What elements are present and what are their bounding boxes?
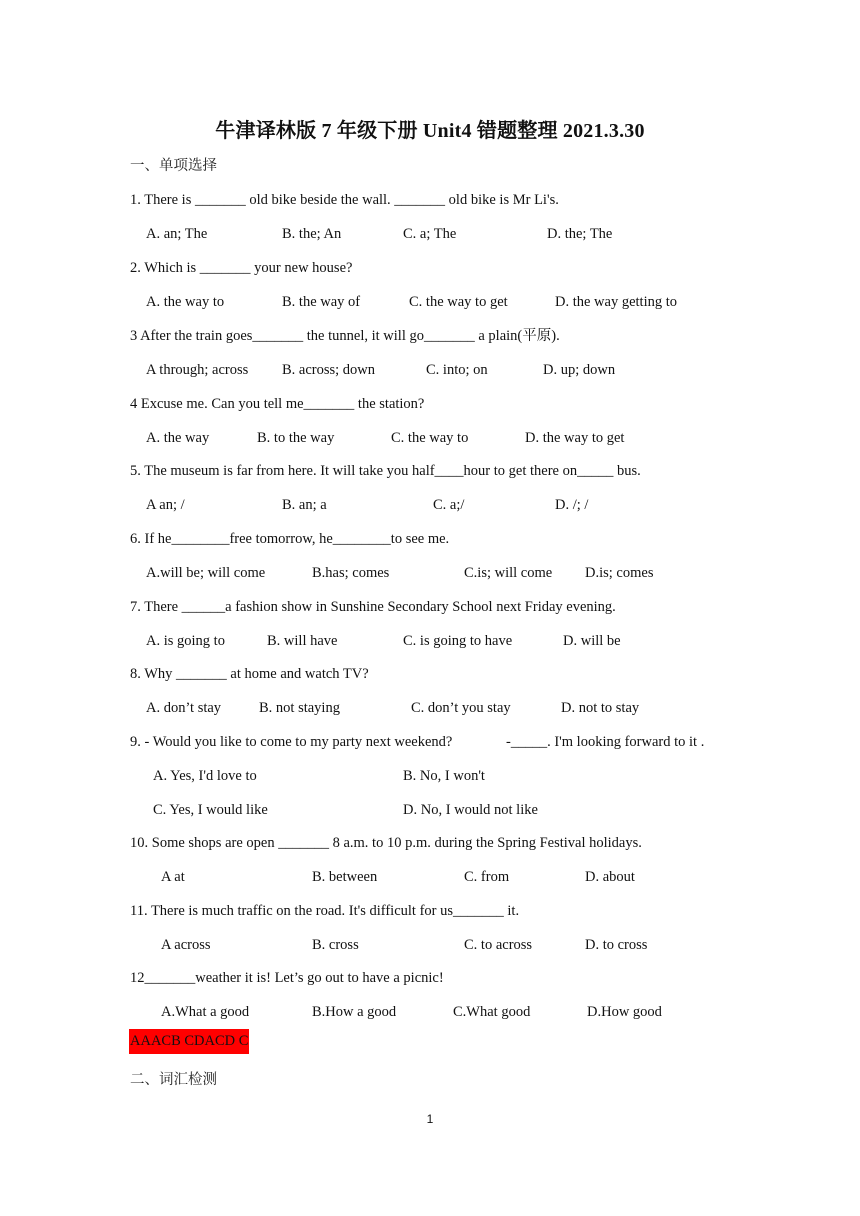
question-2-option-b: B. the way of [282,294,361,310]
question-8-option-a: A. don’t stay [146,700,222,716]
question-10-option-b: B. between [312,869,378,885]
question-9-option-b: B. No, I won't [403,768,485,784]
question-1-option-d: D. the; The [547,226,613,242]
question-7-option-d: D. will be [563,633,621,649]
question-8-option-b: B. not staying [259,700,340,716]
question-5-option-d: D. /; / [555,497,589,513]
question-11-stem: 11. There is much traffic on the road. It's difficult for us_______ it. [130,903,520,919]
question-4-stem: 4 Excuse me. Can you tell me_______ the station? [130,396,425,412]
section-heading-single-choice: 一、单项选择 [130,158,217,174]
question-9-stem-response: -_____. I'm looking forward to it . [506,734,705,750]
question-5-option-c: C. a;/ [433,497,465,513]
question-12-option-c: C.What good [453,1004,531,1020]
question-7-option-c: C. is going to have [403,633,513,649]
question-7-option-a: A. is going to [146,633,225,649]
question-8-option-d: D. not to stay [561,700,640,716]
question-1-option-c: C. a; The [403,226,457,242]
question-10-stem: 10. Some shops are open _______ 8 a.m. to 10 p.m. during the Spring Festival holidays. [130,835,642,851]
question-11-option-b: B. cross [312,937,359,953]
question-1-option-a: A. an; The [146,226,208,242]
question-8-option-c: C. don’t you stay [411,700,511,716]
question-10-option-d: D. about [585,869,635,885]
question-2-option-d: D. the way getting to [555,294,678,310]
question-3-option-c: C. into; on [426,362,488,378]
question-10-option-a: A at [161,869,185,885]
question-12-stem: 12_______weather it is! Let’s go out to have a picnic! [130,970,444,986]
question-12-option-a: A.What a good [161,1004,250,1020]
question-3-stem: 3 After the train goes_______ the tunnel, it will go_______ a plain(平原). [130,328,560,344]
question-1-stem: 1. There is _______ old bike beside the wall. _______ old bike is Mr Li's. [130,192,559,208]
answer-key-highlight: AAACB CDACD C [129,1029,249,1054]
question-9-option-a: A. Yes, I'd love to [153,768,257,784]
question-11-option-a: A across [161,937,211,953]
question-5-option-a: A an; / [146,497,185,513]
question-4-option-c: C. the way to [391,430,469,446]
question-1-option-b: B. the; An [282,226,342,242]
question-3-option-b: B. across; down [282,362,376,378]
question-11-option-c: C. to across [464,937,533,953]
question-6-option-a: A.will be; will come [146,565,266,581]
question-9-option-d: D. No, I would not like [403,802,538,818]
question-2-option-c: C. the way to get [409,294,508,310]
document-title: 牛津译林版 7 年级下册 Unit4 错题整理 2021.3.30 [215,120,645,142]
question-11-option-d: D. to cross [585,937,648,953]
question-7-option-b: B. will have [267,633,338,649]
question-12-option-d: D.How good [587,1004,662,1020]
question-6-option-d: D.is; comes [585,565,654,581]
question-2-stem: 2. Which is _______ your new house? [130,260,353,276]
question-4-option-a: A. the way [146,430,210,446]
question-3-option-d: D. up; down [543,362,616,378]
question-10-option-c: C. from [464,869,510,885]
page-number: 1 [426,1112,434,1126]
question-4-option-b: B. to the way [257,430,335,446]
question-2-option-a: A. the way to [146,294,225,310]
question-9-stem: 9. - Would you like to come to my party next weekend? [130,734,453,750]
question-5-stem: 5. The museum is far from here. It will take you half____hour to get there on_____ bus. [130,463,641,479]
question-3-option-a: A through; across [146,362,249,378]
question-6-option-c: C.is; will come [464,565,553,581]
question-6-stem: 6. If he________free tomorrow, he________to see me. [130,531,450,547]
question-8-stem: 8. Why _______ at home and watch TV? [130,666,369,682]
question-9-option-c: C. Yes, I would like [153,802,268,818]
question-5-option-b: B. an; a [282,497,327,513]
section-heading-vocabulary: 二、词汇检测 [130,1072,217,1088]
question-12-option-b: B.How a good [312,1004,397,1020]
question-6-option-b: B.has; comes [312,565,390,581]
question-4-option-d: D. the way to get [525,430,625,446]
question-7-stem: 7. There ______a fashion show in Sunshine Secondary School next Friday evening. [130,599,616,615]
